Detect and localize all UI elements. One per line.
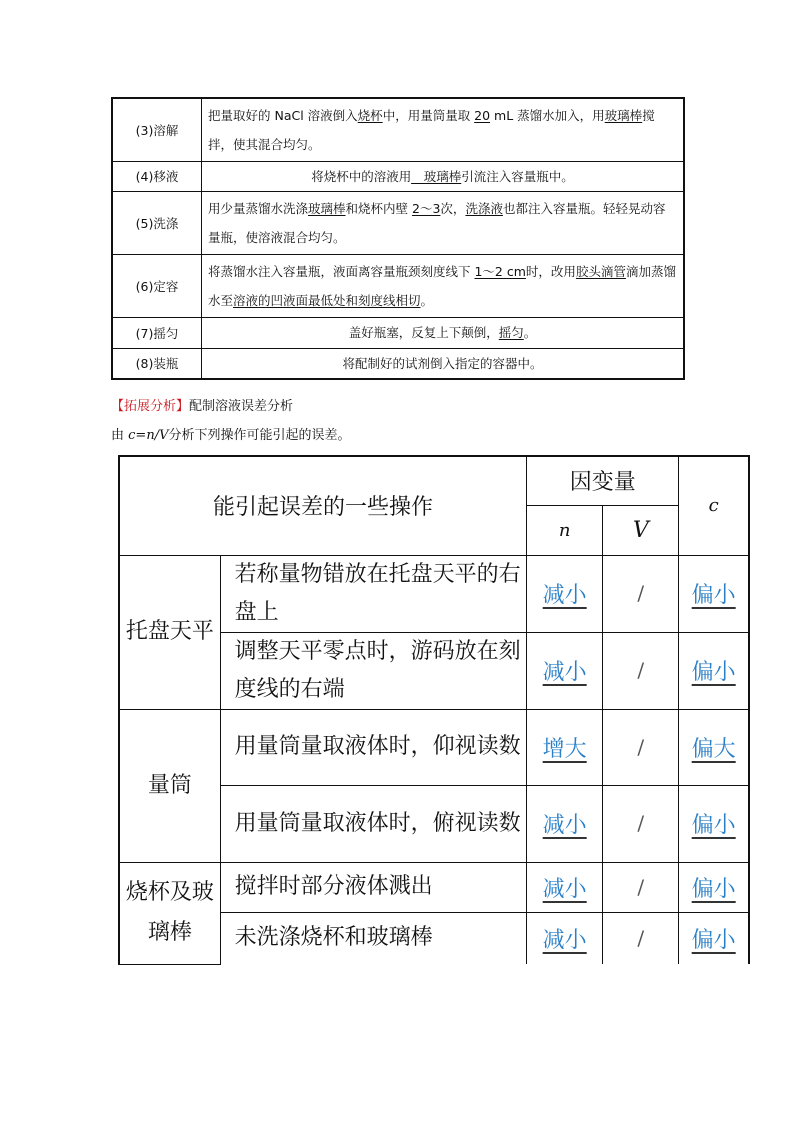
table-row	[119, 709, 749, 785]
n-answer: 减小	[542, 660, 587, 685]
group-label: 烧杯及玻璃棒	[119, 862, 220, 964]
step-label: (7)摇匀	[112, 317, 202, 348]
header-row	[119, 456, 749, 505]
step-description: 盖好瓶塞，反复上下颠倒，摇匀。	[202, 317, 685, 348]
table-row	[112, 348, 684, 379]
fill-in-answer: 玻璃棒	[308, 200, 346, 216]
header-ops: 能引起误差的一些操作	[119, 456, 527, 555]
procedure-table	[111, 97, 685, 380]
fill-in-answer: 溶液的凹液面最低处和刻度线相切	[233, 292, 421, 308]
group-label: 量筒	[119, 709, 220, 862]
v-answer: /	[637, 811, 645, 835]
step-description: 把量取好的 NaCl 溶液倒入烧杯中，用量筒量取 20 mL 蒸馏水加入，用玻璃棒搅拌，使其混合均匀。	[202, 98, 685, 161]
table-row	[119, 862, 749, 912]
header-c: c	[679, 456, 749, 555]
step-description: 用少量蒸馏水洗涤玻璃棒和烧杯内壁 2～3次，洗涤液也都注入容量瓶。轻轻晃动容量瓶，使溶液混合均匀。	[202, 191, 685, 254]
table-row	[112, 98, 684, 161]
step-label: (6)定容	[112, 254, 202, 317]
fill-in-answer: 2～3	[412, 200, 441, 216]
step-label: (8)装瓶	[112, 348, 202, 379]
fill-in-answer: 摇匀	[498, 325, 524, 340]
fill-in-answer: 胶头滴管	[575, 263, 626, 279]
table-row	[112, 191, 684, 254]
c-answer: 偏小	[691, 876, 736, 902]
intro-text: 分析下列操作可能引起的误差。	[168, 428, 351, 443]
extension-title: 配制溶液误差分析	[189, 399, 294, 414]
fill-in-answer: 20	[474, 107, 491, 123]
v-answer: /	[637, 734, 645, 759]
n-answer: 减小	[542, 927, 587, 953]
n-answer: 减小	[542, 813, 587, 838]
error-analysis-table	[118, 455, 750, 965]
header-v: V	[603, 505, 679, 555]
group-label: 托盘天平	[119, 555, 220, 709]
table-row	[112, 317, 684, 348]
c-answer: 偏大	[691, 736, 736, 762]
v-answer: /	[637, 874, 645, 899]
operation: 未洗涤烧杯和玻璃棒	[220, 912, 526, 964]
fill-in-answer: 玻璃棒	[604, 107, 643, 123]
extension-mark: 【拓展分析】	[111, 399, 190, 414]
n-answer: 减小	[542, 583, 587, 608]
n-answer: 增大	[542, 736, 587, 762]
step-label: (4)移液	[112, 161, 202, 191]
step-description: 将蒸馏水注入容量瓶，液面离容量瓶颈刻度线下 1～2 cm时，改用胶头滴管滴加蒸馏水至溶液的凹液面最低处和刻度线相切。	[202, 254, 685, 317]
fill-in-answer: 洗涤液	[465, 200, 503, 216]
operation: 用量筒量取液体时，仰视读数	[220, 709, 526, 785]
v-answer: /	[637, 581, 645, 605]
operation: 若称量物错放在托盘天平的右盘上	[220, 555, 526, 632]
c-answer: 偏小	[691, 927, 736, 953]
c-answer: 偏小	[691, 583, 736, 608]
fill-in-answer: 烧杯	[357, 107, 383, 123]
formula: c=n/V	[128, 428, 169, 443]
operation: 搅拌时部分液体溅出	[220, 862, 526, 912]
c-answer: 偏小	[691, 813, 736, 838]
c-answer: 偏小	[691, 660, 736, 685]
header-n: n	[527, 505, 603, 555]
fill-in-answer: 1～2 cm	[474, 263, 526, 279]
step-label: (5)洗涤	[112, 191, 202, 254]
step-label: (3)溶解	[112, 98, 202, 161]
header-dependent: 因变量	[527, 456, 679, 505]
table-row	[112, 254, 684, 317]
extension-heading	[111, 395, 293, 414]
n-answer: 减小	[542, 876, 587, 902]
intro-line: 由 c=n/V分析下列操作可能引起的误差。	[111, 428, 351, 443]
v-answer: /	[637, 925, 645, 950]
table-row	[119, 555, 749, 632]
v-answer: /	[637, 658, 645, 682]
fill-in-answer: __玻璃棒	[411, 168, 462, 184]
table-row	[112, 161, 684, 191]
operation: 用量筒量取液体时，俯视读数	[220, 785, 526, 862]
step-description: 将烧杯中的溶液用__玻璃棒引流注入容量瓶中。	[202, 161, 685, 191]
operation: 调整天平零点时，游码放在刻度线的右端	[220, 632, 526, 709]
step-description: 将配制好的试剂倒入指定的容器中。	[202, 348, 685, 379]
